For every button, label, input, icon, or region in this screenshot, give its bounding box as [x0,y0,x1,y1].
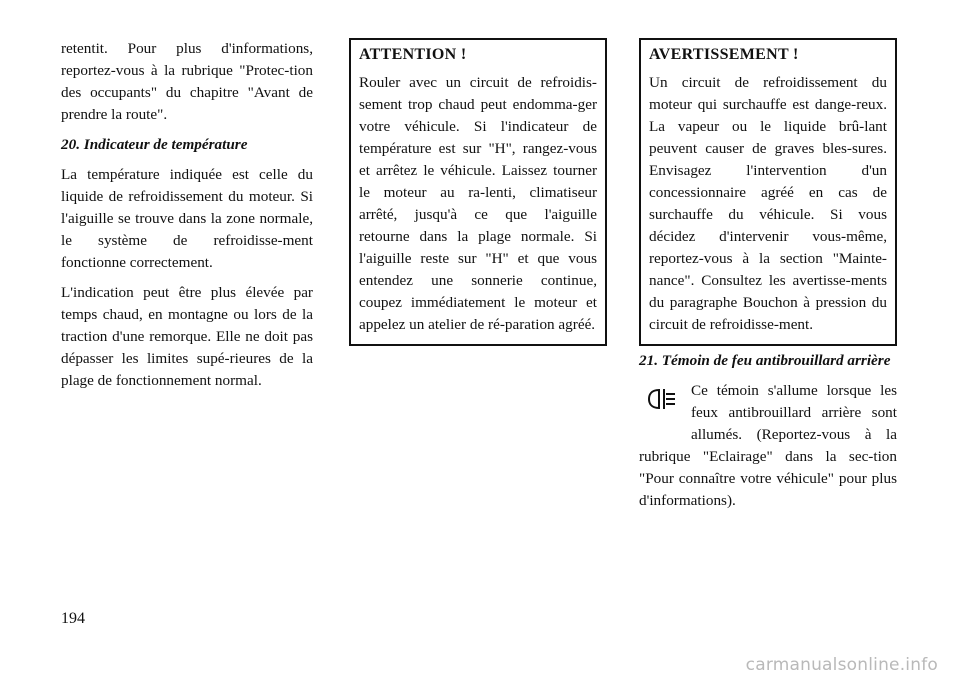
rear-fog-text: Ce témoin s'allume lorsque les feux antibrouillard arrière sont allumés. (Reportez-vous à la rubrique "Eclairage" dans la sec-tion "Pour connaître votre véhicule" pour plus d'informations). [639,382,897,509]
warning-box [639,38,897,346]
rear-fog-paragraph [639,380,897,512]
watermark: carmanualsonline.info [745,655,938,675]
intro-paragraph: retentit. Pour plus d'informations, reportez-vous à la rubrique "Protec-tion des occupants" du chapitre "Avant de prendre la route". [61,40,313,123]
middle-column [349,38,607,346]
left-column [61,38,313,400]
right-column [639,38,897,520]
temperature-paragraph-2: L'indication peut être plus élevée par temps chaud, en montagne ou lors de la traction d'une remorque. Elle ne doit pas dépasser les limites supé-rieures de la plage de fonctionnement normal. [61,284,313,389]
temperature-paragraph-1: La température indiquée est celle du liquide de refroidissement du moteur. Si l'aiguille se trouve dans la zone normale, le système de refroidisse-ment fonctionne correctement. [61,166,313,271]
attention-body: Rouler avec un circuit de refroidis-sement trop chaud peut endomma-ger votre véhicule. Si l'indicateur de température est sur "H", rangez-vous et arrêtez le véhicule. Laissez tourner le moteur au ra-lenti, climatiseur arrêté, jusqu'à ce que l'aiguille retourne dans la plage normale. Si l'aiguille reste sur "H" et que vous entendez une sonnerie continue, coupez immédiatement le moteur et appelez un atelier de ré-paration agréé. [359,74,597,333]
section-heading-temperature: 20. Indicateur de température [61,136,248,153]
warning-body: Un circuit de refroidissement du moteur qui surchauffe est dange-reux. La vapeur ou le liquide brû-lant peuvent causer de graves bles-sures. Envisagez l'intervention d'un concessionnaire agréé en cas de surchauffe du véhicule. Si vous décidez d'intervenir vous-même, reportez-vous à la section "Mainte-nance". Consultez les avertisse-ments du paragraphe Bouchon à pression du circuit de refroidisse-ment. [649,74,887,333]
warning-title: AVERTISSEMENT ! [649,46,799,63]
attention-box [349,38,607,346]
page-number: 194 [61,610,85,627]
attention-title: ATTENTION ! [359,46,467,63]
rear-fog-lamp-icon [639,382,687,426]
section-heading-rear-fog: 21. Témoin de feu antibrouillard arrière [639,352,891,369]
